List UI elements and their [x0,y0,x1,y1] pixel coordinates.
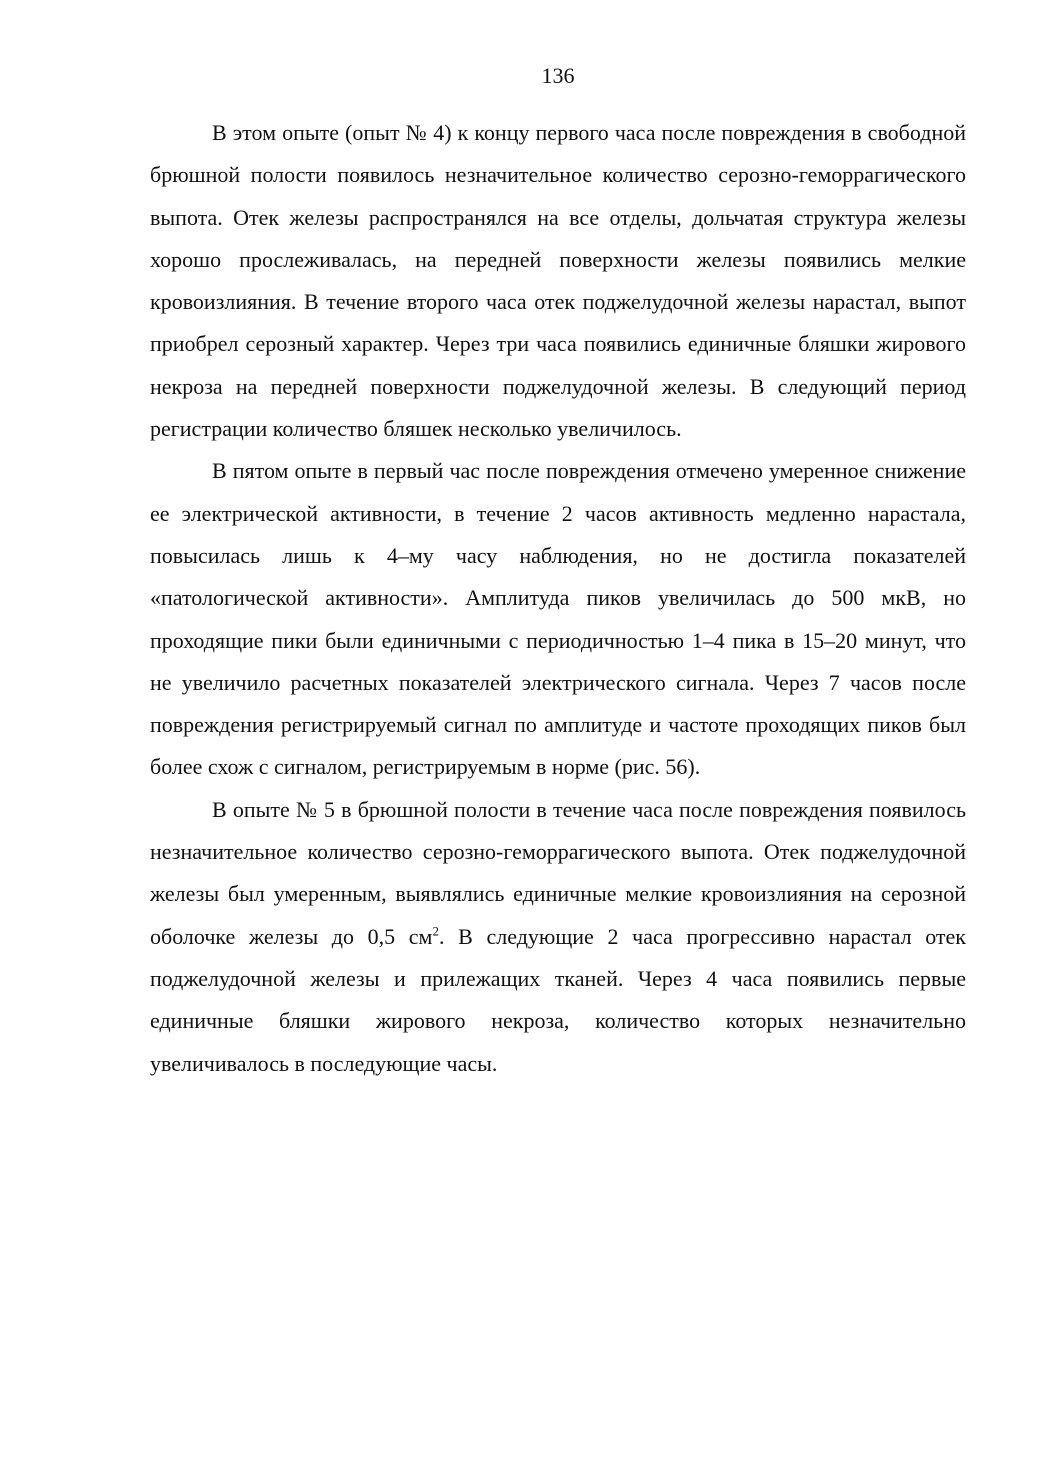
superscript-square: 2 [432,923,439,939]
paragraph-experiment-5-electrical: В пятом опыте в первый час после повреждения отмечено умеренное снижение ее электрической активности, в течение 2 часов активность медленно нарастала, повысилась лишь к 4–му часу наблюдения, но не достигла показателей «патологической активности». Амплитуда пиков увеличилась до 500 мкВ, но проходящие пики были единичными с периодичностью 1–4 пика в 15–20 минут, что не увеличило расчетных показателей электрического сигнала. Через 7 часов после повреждения регистрируемый сигнал по амплитуде и частоте проходящих пиков был более схож с сигналом, регистрируемым в норме (рис. 56). [150,458,966,780]
paragraph-experiment-4: В этом опыте (опыт № 4) к концу первого часа после повреждения в свободной брюшной полости появилось незначительное количество серозно-геморрагического выпота. Отек железы распространялся на все отделы, дольчатая структура железы хорошо прослеживалась, на передней поверхности железы появились мелкие кровоизлияния. В течение второго часа отек поджелудочной железы нарастал, выпот приобрел серозный характер. Через три часа появились единичные бляшки жирового некроза на передней поверхности поджелудочной железы. В следующий период регистрации количество бляшек несколько увеличилось. [150,120,966,442]
page-number: 136 [541,63,575,88]
paragraph-experiment-5-morphology [150,789,966,1085]
body-text [150,112,966,1085]
paragraph-text-after-superscript: . В следующие 2 часа прогрессивно нарастал отек поджелудочной железы и прилежащих тканей. Через 4 часа появились первые единичные бляшки жирового некроза, количество которых незначительно увеличивалось в последующие часы. [150,923,966,1076]
paragraph-text-before-superscript: В опыте № 5 в брюшной полости в течение часа после повреждения появилось незначительное количество серозно-геморрагического выпота. Отек поджелудочной железы был умеренным, выявлялись единичные мелкие кровоизлияния на серозной оболочке железы до 0,5 см [150,796,966,949]
